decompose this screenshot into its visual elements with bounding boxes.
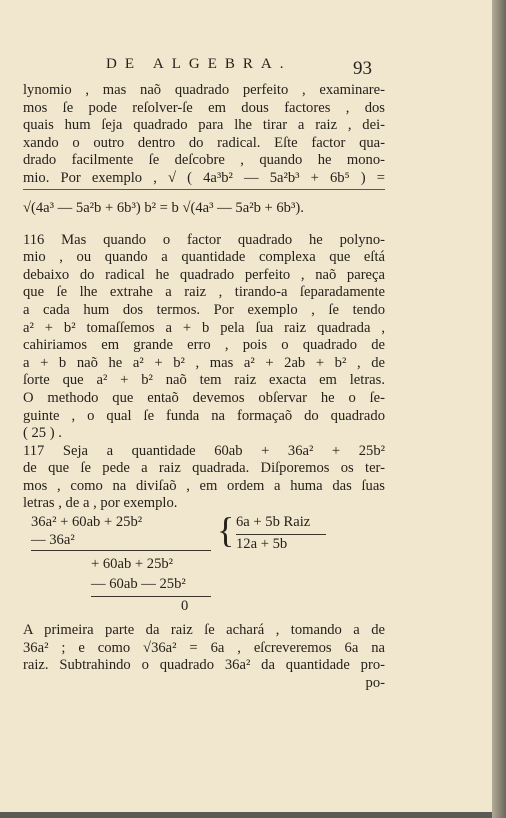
catchword: po- — [365, 674, 385, 691]
equation: √(4a³ — 5a²b + 6b³) b² = b √(4a³ — 5a²b + 6b³). — [23, 199, 304, 216]
paragraph-117 — [23, 443, 385, 513]
text-line: A primeira parte da raiz ſe achará , tomando a de — [23, 622, 385, 638]
running-title: DE ALGEBRA. — [106, 56, 292, 72]
text-line: 36a² ; e como √36a² = 6a , eſcreveremos 6a na — [23, 639, 385, 656]
text-line: xando o outro dentro do radical. Eſte factor qua- — [23, 134, 385, 151]
text-line: ſorte que a² + b² naõ tem raiz exacta em letras. — [23, 372, 385, 389]
text-line: de que ſe pede a raiz quadrada. Diſporemos os ter- — [23, 460, 385, 477]
paragraph-116 — [23, 232, 385, 443]
op-rule — [236, 534, 326, 535]
text-line: drado facilmente ſe deſcobre , quando he mono- — [23, 152, 385, 169]
text-line: a² + b² tomaſſemos a + b pela ſua raiz quadrada , — [23, 319, 385, 336]
bottom-text — [23, 622, 385, 692]
text-line: mio , ou quando a quantidade complexa que eſtá — [23, 249, 385, 266]
op-divisor: 12a + 5b — [236, 536, 288, 552]
text-line: mos ſe pode reſolver-ſe em dous factores , dos — [23, 99, 385, 116]
text-line: guinte , o qual ſe funda na formaçaõ do quadrado — [23, 407, 385, 424]
text-line: mos , como na diviſaõ , em ordem a huma das ſuas — [23, 477, 385, 494]
brace-icon: { — [217, 510, 235, 550]
op-row: — 60ab — 25b² — [91, 576, 186, 592]
op-row: + 60ab + 25b² — [91, 556, 174, 572]
text-line: mio. Por exemplo , √ ( 4a³b² — 5a²b³ + 6b⁵ ) = — [23, 169, 385, 186]
text-line: que ſe lhe extrahe a raiz , tirando-a ſeparadamente — [23, 284, 385, 301]
text-line: raiz. Subtrahindo o quadrado 36a² da quantidade pro- — [23, 657, 385, 674]
op-row: — 36a² — [31, 532, 75, 548]
op-result: 0 — [181, 598, 189, 614]
text-line: letras , de a , por exemplo. — [23, 495, 178, 512]
text-line: debaixo do radical he quadrado perfeito , naõ pareça — [23, 266, 385, 283]
square-root-operation — [31, 508, 391, 618]
op-rule — [31, 550, 211, 551]
op-root: 6a + 5b Raiz — [236, 514, 311, 530]
op-rule — [91, 596, 211, 597]
text-line: quais hum ſeja quadrado para lhe tirar a raiz , dei- — [23, 117, 385, 134]
text-line: a + b naõ he a² + b² , mas a² + 2ab + b² , de — [23, 354, 385, 371]
body-text — [23, 82, 385, 513]
op-row: 36a² + 60ab + 25b² — [31, 514, 143, 530]
text-line: ( 25 ) . — [23, 425, 62, 442]
rule — [23, 189, 385, 190]
text-line: a cada hum dos termos. Por exemplo , ſe tendo — [23, 301, 385, 318]
text-line: 117 Seja a quantidade 60ab + 36a² + 25b² — [23, 442, 385, 459]
page-number: 93 — [353, 58, 372, 79]
text-line: O methodo que entaõ devemos obſervar he o ſe- — [23, 389, 385, 406]
text-line: 116 Mas quando o factor quadrado he polyno- — [23, 231, 385, 248]
text-line: lynomio , mas naõ quadrado perfeito , examinare- — [23, 82, 385, 98]
text-line: cahiriamos em grande erro , pois o quadrado de — [23, 337, 385, 354]
